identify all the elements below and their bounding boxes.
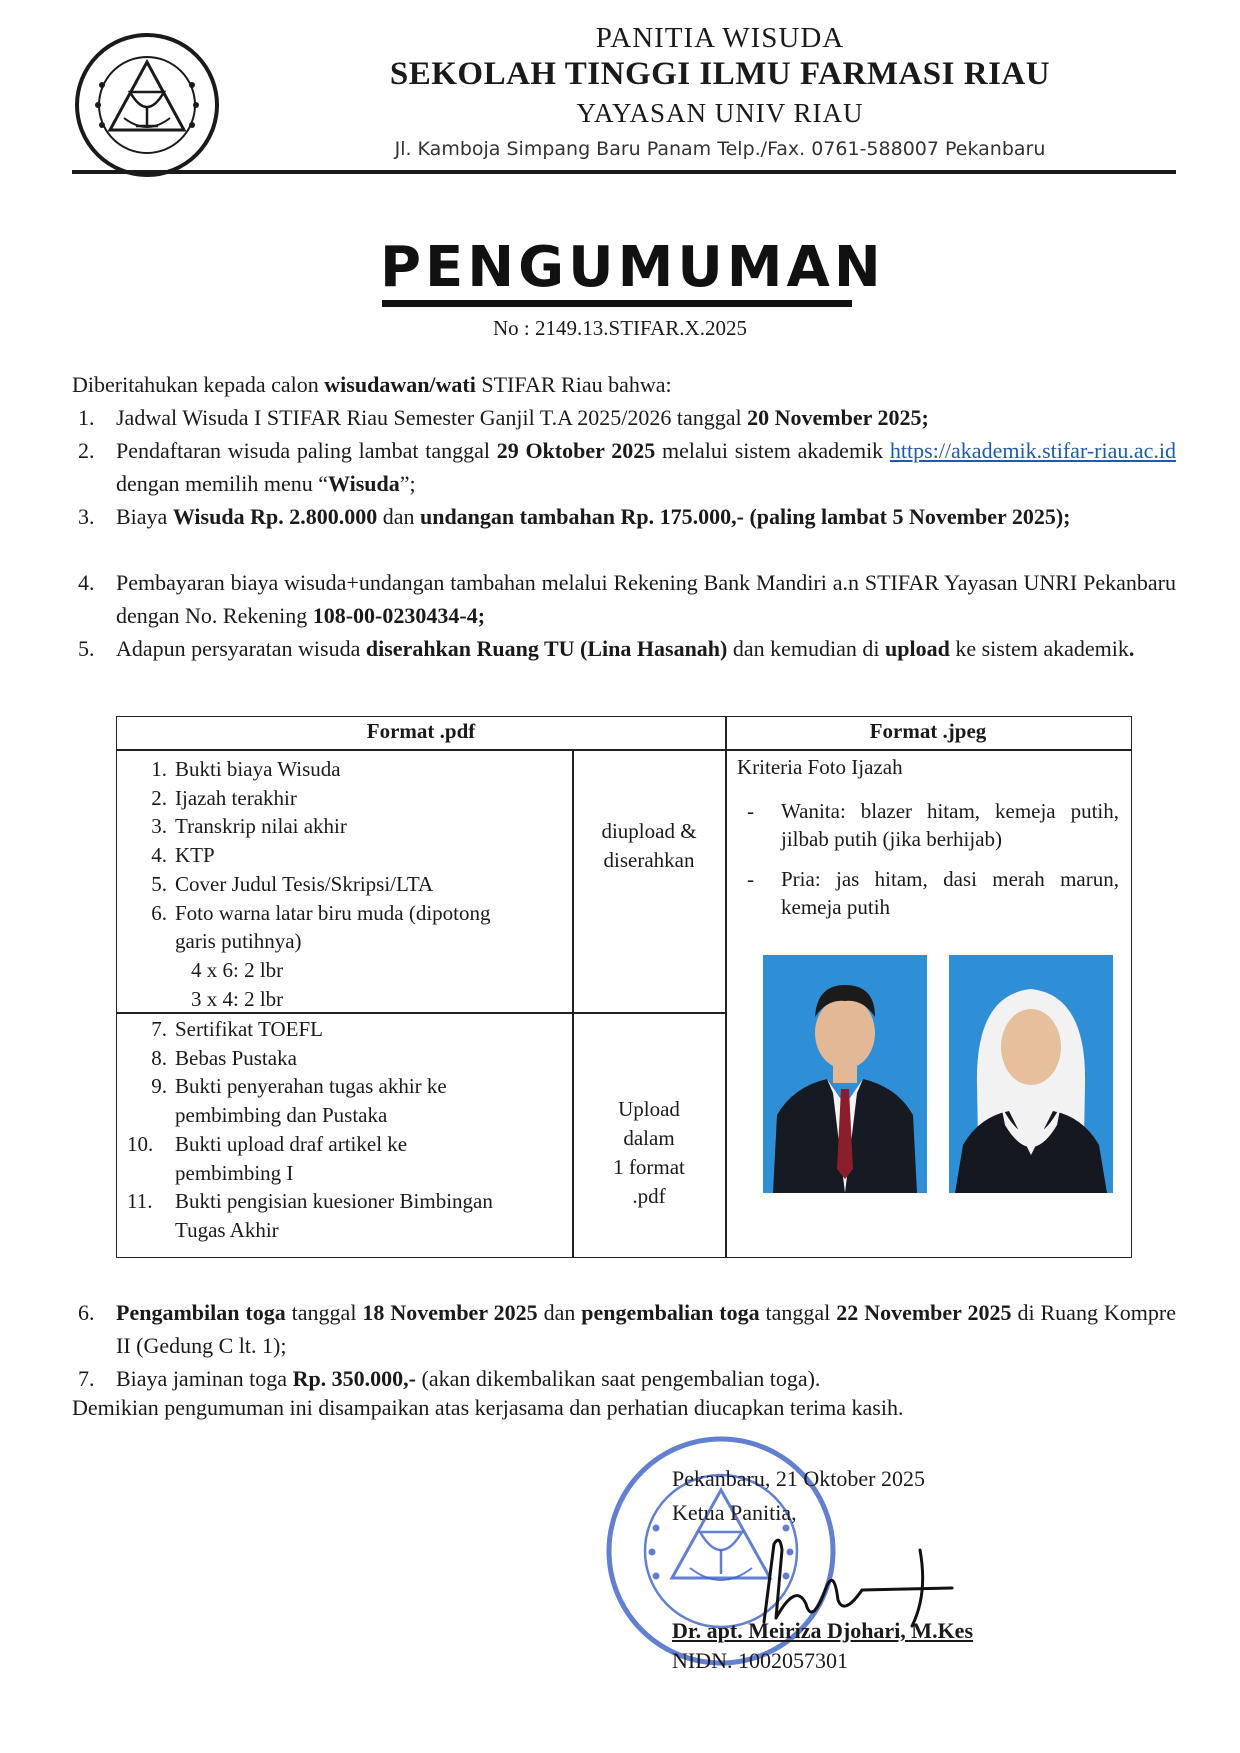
pdf-requirements-group-2 — [127, 1015, 567, 1245]
list-item-2: 2. Pendaftaran wisuda paling lambat tanggal 29 Oktober 2025 melalui sistem akademik https://akademik.stifar-riau.ac.id dengan memilih menu “Wisuda”; — [78, 438, 1176, 496]
photo-criteria-caption: Kriteria Foto Ijazah — [737, 755, 903, 779]
signature-place-date: Pekanbaru, 21 Oktober 2025 — [672, 1466, 925, 1491]
list-item: 1. Bukti biaya Wisuda — [151, 757, 341, 781]
list-item-4: 4. Pembayaran biaya wisuda+undangan tambahan melalui Rekening Bank Mandiri a.n STIFAR Yayasan UNRI Pekanbaru dengan No. Rekening 108-00-0230434-4; — [78, 570, 1176, 628]
list-item-7: 7. Biaya jaminan toga Rp. 350.000,- (akan dikembalikan saat pengembalian toga). — [78, 1366, 821, 1391]
closing-statement: Demikian pengumuman ini disampaikan atas kerjasama dan perhatian diucapkan terima kasih. — [72, 1395, 904, 1420]
pdf-requirements-group-1 — [127, 755, 567, 1013]
institution-logo — [72, 30, 222, 180]
list-item-3: 3. Biaya Wisuda Rp. 2.800.000 dan undangan tambahan Rp. 175.000,- (paling lambat 5 November 2025); — [78, 504, 1071, 529]
signature-role: Ketua Panitia, — [672, 1500, 797, 1525]
letterhead-foundation: YAYASAN UNIV RIAU — [576, 98, 864, 128]
list-item-6: 6. Pengambilan toga tanggal 18 November 2025 dan pengembalian toga tanggal 22 November 2025 di Ruang Kompre II (Gedung C lt. 1); — [78, 1300, 1176, 1358]
title-underline — [382, 300, 852, 307]
document-number: No : 2149.13.STIFAR.X.2025 — [493, 316, 747, 340]
signatory-name: Dr. apt. Meiriza Djohari, M.Kes — [672, 1618, 974, 1643]
table-header-pdf: Format .pdf — [366, 719, 476, 743]
list-item: 2. Ijazah terakhir — [151, 785, 297, 810]
list-item-1: 1. Jadwal Wisuda I STIFAR Riau Semester Ganjil T.A 2025/2026 tanggal 20 November 2025; — [78, 405, 929, 430]
photo-criteria-men: - Pria: jas hitam, dasi merah marun, kemeja putih — [747, 867, 1119, 919]
sample-photo-male — [763, 955, 927, 1193]
table-column-divider — [725, 717, 727, 1257]
photo-size-3x4: 3 x 4: 2 lbr — [191, 986, 284, 1011]
photo-criteria-women: - Wanita: blazer hitam, kemeja putih, jilbab putih (jika berhijab) — [747, 799, 1119, 851]
letterhead-address: Jl. Kamboja Simpang Baru Panam Telp./Fax. 0761-588007 Pekanbaru — [394, 138, 1046, 160]
list-item-continuation: Tugas Akhir — [175, 1217, 279, 1242]
list-item: 4. KTP — [151, 843, 215, 868]
table-header-jpeg: Format .jpeg — [869, 719, 987, 743]
sample-photo-female — [949, 955, 1113, 1193]
photo-size-4x6: 4 x 6: 2 lbr — [191, 957, 284, 982]
list-item: 3. Transkrip nilai akhir — [151, 814, 347, 839]
letterhead-divider — [72, 170, 1176, 174]
list-item: 5. Cover Judul Tesis/Skripsi/LTA — [151, 871, 434, 896]
list-item-continuation: garis putihnya) — [175, 929, 302, 954]
table-header-divider — [117, 749, 1131, 751]
list-item-5: 5. Adapun persyaratan wisuda diserahkan Ruang TU (Lina Hasanah) dan kemudian di upload ke sistem akademik. — [78, 636, 1135, 661]
signatory-nidn: NIDN. 1002057301 — [672, 1648, 848, 1673]
list-item: 8. Bebas Pustaka — [151, 1045, 297, 1070]
letterhead-institution: SEKOLAH TINGGI ILMU FARMASI RIAU — [389, 56, 1051, 92]
list-item-continuation: pembimbing I — [175, 1160, 294, 1185]
group-1-action: diupload & diserahkan — [601, 819, 697, 872]
list-item: 6. Foto warna latar biru muda (dipotong — [151, 900, 491, 925]
list-item: 9. Bukti penyerahan tugas akhir ke — [151, 1074, 447, 1099]
list-item-continuation: pembimbing dan Pustaka — [175, 1103, 388, 1128]
requirements-table — [116, 716, 1132, 1258]
group-2-action: Upload dalam 1 format .pdf — [613, 1097, 685, 1208]
list-item: 7. Sertifikat TOEFL — [151, 1017, 323, 1041]
list-item: 10. Bukti upload draf artikel ke — [127, 1131, 408, 1156]
list-item: 11. Bukti pengisian kuesioner Bimbingan — [127, 1189, 493, 1214]
letterhead-committee: PANITIA WISUDA — [595, 22, 845, 54]
intro-text: Diberitahukan kepada calon wisudawan/wati STIFAR Riau bahwa: — [72, 372, 672, 397]
academic-system-link[interactable]: https://akademik.stifar-riau.ac.id — [889, 438, 1176, 463]
announcement-title: PENGUMUMAN — [380, 235, 885, 300]
